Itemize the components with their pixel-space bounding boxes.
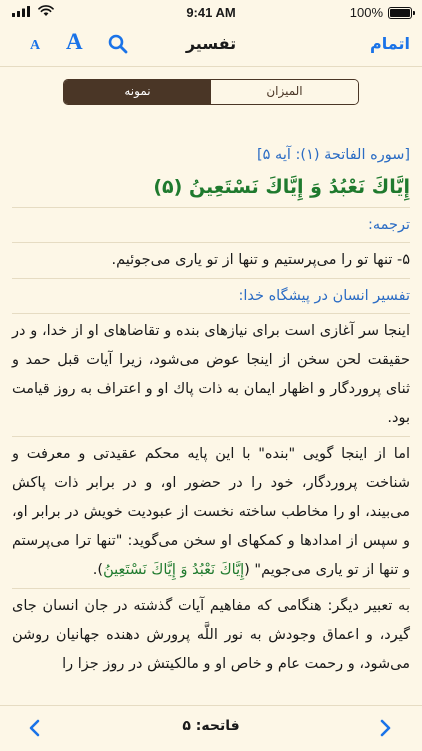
segment-almizan[interactable]: الميزان <box>211 80 358 104</box>
bottom-toolbar <box>0 705 422 751</box>
ayah-text: إِيَّاكَ نَعْبُدُ وَ إِيَّاكَ نَسْتَعِينُ (۵) <box>153 176 410 198</box>
tafsir-paragraph-2 <box>12 440 410 585</box>
ayah-reference: [سوره الفاتحة (۱): آیه ۵] <box>256 147 410 163</box>
translation-text: ۵- تنها تو را می‌پرستیم و تنها از تو یاری می‌جوئیم. <box>111 252 410 268</box>
divider <box>12 313 410 314</box>
status-time: 9:41 AM <box>186 5 236 20</box>
tafsir-source-segment <box>63 79 359 105</box>
battery-percent: 100% <box>349 5 383 20</box>
divider <box>12 588 410 589</box>
divider <box>12 436 410 437</box>
decrease-font-button[interactable]: A <box>30 38 41 53</box>
done-button[interactable]: اتمام <box>370 34 410 53</box>
divider <box>12 207 410 208</box>
tafsir-content <box>12 142 410 679</box>
ayah-quote: إِيَّاكَ نَعْبُدُ وَ إِيَّاكَ نَسْتَعِينُ <box>103 562 245 578</box>
next-ayah-button[interactable] <box>380 719 392 741</box>
status-right <box>350 5 412 20</box>
tafsir-heading: تفسیر انسان در پیشگاه خدا: <box>238 288 410 304</box>
chevron-right-icon <box>380 719 392 737</box>
segment-nemooneh[interactable]: نمونه <box>64 80 211 104</box>
divider <box>12 278 410 279</box>
translation-heading: ترجمه: <box>367 217 410 233</box>
battery-icon <box>388 7 412 19</box>
navigation-bar <box>0 24 422 67</box>
status-bar <box>0 0 422 24</box>
page-title: تفسیر <box>185 34 237 53</box>
divider <box>12 242 410 243</box>
tafsir-paragraph-3: به تعبیر دیگر: هنگامی كه مفاهیم آیات گذشته در جان انسان جای گیرد، و اعماق وجودش به نور اللَّه پرورش دهنده جهانیان روشن می‌شود، و رحمت عام و خاص او و مالكیتش در روز جزا را <box>12 598 410 672</box>
paragraph-2-end: ). <box>92 562 104 578</box>
increase-font-button[interactable]: A <box>66 29 83 54</box>
paragraph-2-text: اما از اینجا گویی "بنده" با این پایه محكم عقیدتی و معرفت و شناخت پروردگار، خود را در حضور او، و در برابر ذات پاكش می‌بیند، او را مخاطب ساخته نخست از عبودیت خویش در برابر او، و سپس از امدادها و كمكهای او سخن می‌گوید: "تنها ترا می‌پرستم و تنها از تو یاری می‌جویم" ( <box>12 446 410 578</box>
tafsir-paragraph-1: اینجا سر آغازی است برای نیازهای بنده و تقاضاهای او از خدا، و در حقیقت لحن سخن از اینجا عوض می‌شود، زیرا آیات قبل حمد و ثنای پروردگار و اظهار ایمان به ذات پاك او و اعتراف به روز قیامت بود. <box>12 323 410 426</box>
current-ayah-label: فاتحه: ۵ <box>182 718 240 734</box>
